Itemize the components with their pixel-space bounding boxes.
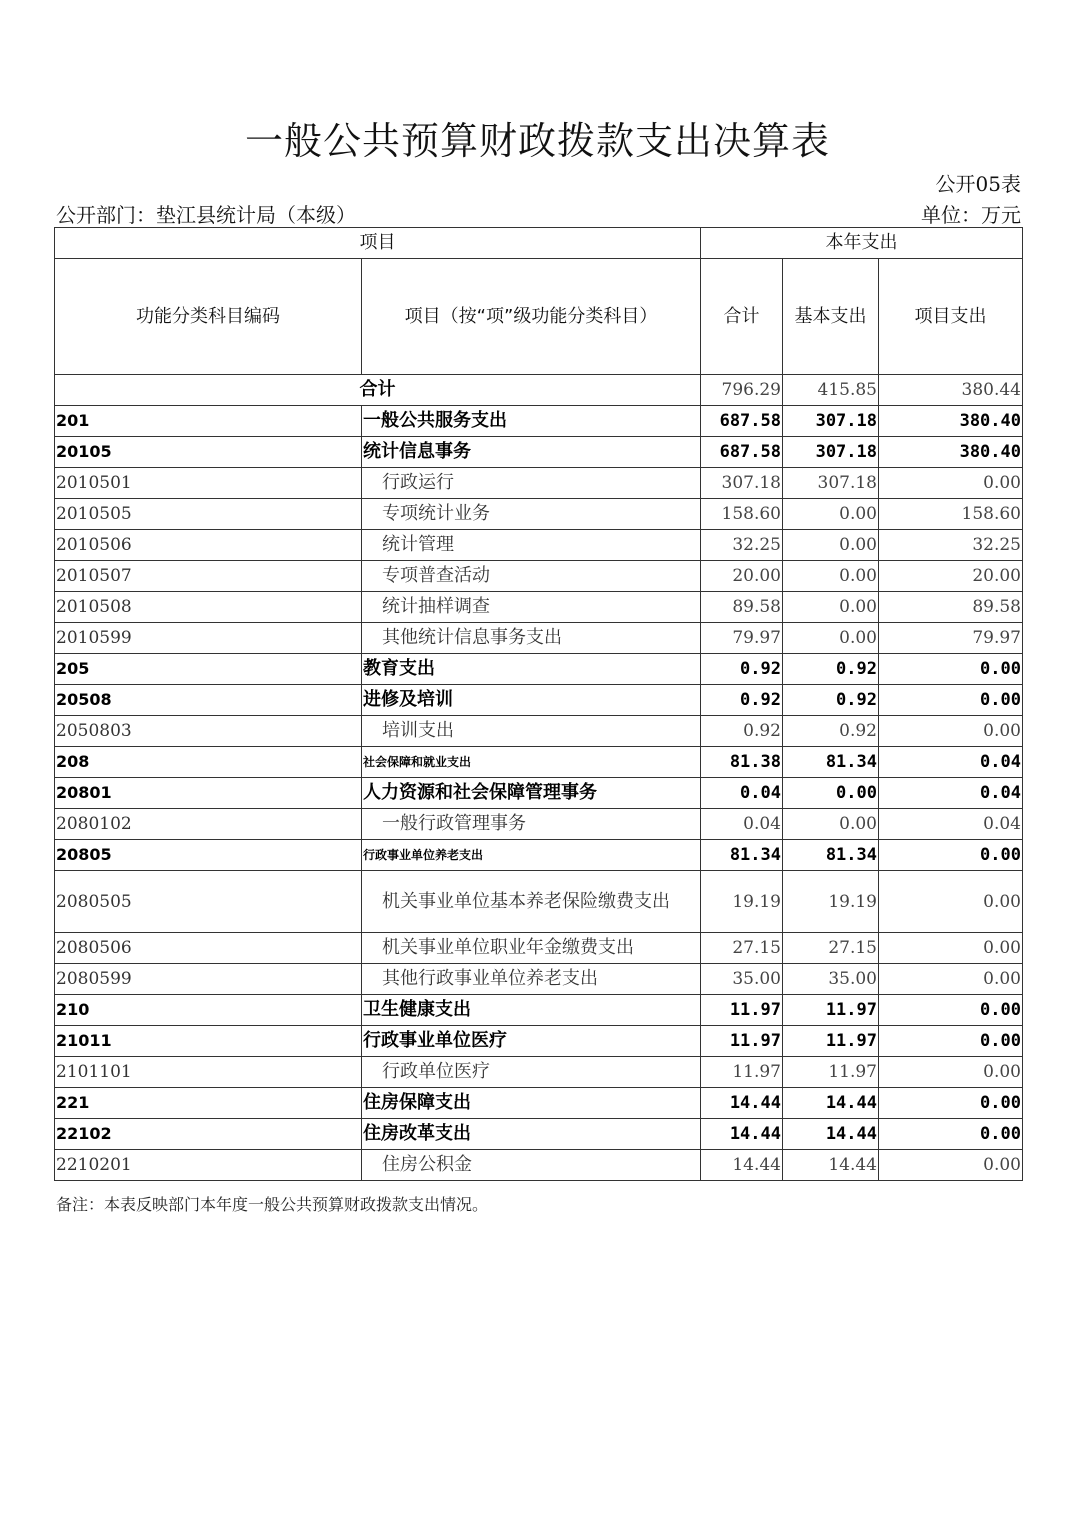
row-code: 2010501 <box>55 468 362 499</box>
page-title: 一般公共预算财政拨款支出决算表 <box>244 119 830 163</box>
row-program: 0.04 <box>879 747 1023 778</box>
row-code: 2080505 <box>55 871 362 933</box>
row-total: 158.60 <box>701 499 783 530</box>
row-program: 0.00 <box>879 871 1023 933</box>
row-total: 14.44 <box>701 1150 783 1181</box>
header-total: 合计 <box>701 259 783 375</box>
row-code: 2080599 <box>55 964 362 995</box>
row-total: 687.58 <box>701 406 783 437</box>
table-row <box>55 840 1023 871</box>
table-row <box>55 561 1023 592</box>
row-basic: 27.15 <box>783 933 879 964</box>
form-number: 公开05表 <box>935 172 1021 196</box>
row-code: 21011 <box>55 1026 362 1057</box>
row-total: 20.00 <box>701 561 783 592</box>
row-program: 0.00 <box>879 964 1023 995</box>
row-code: 2080102 <box>55 809 362 840</box>
header-code: 功能分类科目编码 <box>55 259 362 375</box>
table-row <box>55 871 1023 933</box>
row-name: 进修及培训 <box>362 685 701 716</box>
row-total: 14.44 <box>701 1119 783 1150</box>
total-basic: 415.85 <box>783 375 879 406</box>
row-name: 住房公积金 <box>362 1150 701 1181</box>
row-basic: 307.18 <box>783 437 879 468</box>
row-program: 0.00 <box>879 995 1023 1026</box>
row-total: 35.00 <box>701 964 783 995</box>
row-total: 0.04 <box>701 809 783 840</box>
row-basic: 14.44 <box>783 1119 879 1150</box>
row-name: 行政单位医疗 <box>362 1057 701 1088</box>
row-program: 0.00 <box>879 685 1023 716</box>
row-name: 统计抽样调查 <box>362 592 701 623</box>
row-basic: 0.00 <box>783 530 879 561</box>
row-program: 20.00 <box>879 561 1023 592</box>
row-program: 380.40 <box>879 437 1023 468</box>
header-program: 项目支出 <box>879 259 1023 375</box>
row-name: 机关事业单位基本养老保险缴费支出 <box>362 871 701 933</box>
table-row <box>55 1026 1023 1057</box>
row-total: 11.97 <box>701 995 783 1026</box>
total-label: 合计 <box>55 375 701 406</box>
row-program: 0.00 <box>879 1088 1023 1119</box>
row-code: 208 <box>55 747 362 778</box>
table-row <box>55 778 1023 809</box>
row-total: 0.04 <box>701 778 783 809</box>
table-row <box>55 1150 1023 1181</box>
row-basic: 0.00 <box>783 561 879 592</box>
row-code: 2050803 <box>55 716 362 747</box>
row-code: 20508 <box>55 685 362 716</box>
table-row <box>55 1088 1023 1119</box>
row-program: 0.00 <box>879 468 1023 499</box>
row-code: 2101101 <box>55 1057 362 1088</box>
table-row <box>55 1057 1023 1088</box>
row-basic: 81.34 <box>783 747 879 778</box>
row-name: 统计管理 <box>362 530 701 561</box>
row-name: 社会保障和就业支出 <box>362 747 701 778</box>
row-name: 机关事业单位职业年金缴费支出 <box>362 933 701 964</box>
row-name: 人力资源和社会保障管理事务 <box>362 778 701 809</box>
row-code: 2010599 <box>55 623 362 654</box>
row-name: 住房改革支出 <box>362 1119 701 1150</box>
row-program: 0.00 <box>879 1150 1023 1181</box>
row-code: 20801 <box>55 778 362 809</box>
row-name: 其他行政事业单位养老支出 <box>362 964 701 995</box>
row-total: 32.25 <box>701 530 783 561</box>
row-basic: 19.19 <box>783 871 879 933</box>
row-program: 0.04 <box>879 778 1023 809</box>
row-basic: 0.00 <box>783 592 879 623</box>
table-row <box>55 809 1023 840</box>
table-row <box>55 995 1023 1026</box>
row-basic: 0.00 <box>783 778 879 809</box>
table-row <box>55 716 1023 747</box>
footnote: 备注：本表反映部门本年度一般公共预算财政拨款支出情况。 <box>56 1195 489 1214</box>
table-row <box>55 623 1023 654</box>
row-total: 81.34 <box>701 840 783 871</box>
row-code: 2010508 <box>55 592 362 623</box>
row-name: 培训支出 <box>362 716 701 747</box>
total-row <box>55 375 1023 406</box>
row-basic: 11.97 <box>783 1026 879 1057</box>
row-total: 19.19 <box>701 871 783 933</box>
table-row <box>55 468 1023 499</box>
row-name: 专项普查活动 <box>362 561 701 592</box>
row-program: 0.00 <box>879 933 1023 964</box>
row-name: 一般公共服务支出 <box>362 406 701 437</box>
row-program: 0.00 <box>879 1026 1023 1057</box>
row-code: 22102 <box>55 1119 362 1150</box>
header-basic: 基本支出 <box>783 259 879 375</box>
row-basic: 0.00 <box>783 809 879 840</box>
table-row <box>55 437 1023 468</box>
table-row <box>55 933 1023 964</box>
row-code: 2080506 <box>55 933 362 964</box>
unit-label: 单位：万元 <box>921 203 1021 227</box>
row-total: 0.92 <box>701 716 783 747</box>
row-basic: 81.34 <box>783 840 879 871</box>
row-name: 行政事业单位医疗 <box>362 1026 701 1057</box>
table-row <box>55 747 1023 778</box>
total-program: 380.44 <box>879 375 1023 406</box>
row-basic: 14.44 <box>783 1088 879 1119</box>
row-name: 统计信息事务 <box>362 437 701 468</box>
row-basic: 0.00 <box>783 623 879 654</box>
table-row <box>55 592 1023 623</box>
row-name: 一般行政管理事务 <box>362 809 701 840</box>
row-code: 2010505 <box>55 499 362 530</box>
row-code: 201 <box>55 406 362 437</box>
row-code: 2010506 <box>55 530 362 561</box>
row-program: 0.00 <box>879 654 1023 685</box>
row-name: 行政运行 <box>362 468 701 499</box>
row-total: 14.44 <box>701 1088 783 1119</box>
department-label: 公开部门：垫江县统计局（本级） <box>56 203 356 227</box>
row-program: 89.58 <box>879 592 1023 623</box>
row-program: 0.00 <box>879 1057 1023 1088</box>
row-total: 11.97 <box>701 1057 783 1088</box>
row-basic: 0.92 <box>783 716 879 747</box>
row-basic: 35.00 <box>783 964 879 995</box>
row-program: 380.40 <box>879 406 1023 437</box>
table-row <box>55 406 1023 437</box>
row-name: 行政事业单位养老支出 <box>362 840 701 871</box>
row-basic: 307.18 <box>783 468 879 499</box>
row-basic: 11.97 <box>783 995 879 1026</box>
table-row <box>55 530 1023 561</box>
table-row <box>55 499 1023 530</box>
row-code: 2010507 <box>55 561 362 592</box>
row-total: 11.97 <box>701 1026 783 1057</box>
table-row <box>55 685 1023 716</box>
table-row <box>55 964 1023 995</box>
header-item: 项目（按“项”级功能分类科目） <box>362 259 701 375</box>
row-total: 81.38 <box>701 747 783 778</box>
row-basic: 11.97 <box>783 1057 879 1088</box>
table-row <box>55 654 1023 685</box>
header-project: 项目 <box>55 228 701 259</box>
row-code: 210 <box>55 995 362 1026</box>
row-code: 221 <box>55 1088 362 1119</box>
header-year-expense: 本年支出 <box>701 228 1023 259</box>
row-total: 89.58 <box>701 592 783 623</box>
row-basic: 0.00 <box>783 499 879 530</box>
row-program: 0.00 <box>879 840 1023 871</box>
row-basic: 14.44 <box>783 1150 879 1181</box>
row-program: 0.00 <box>879 716 1023 747</box>
row-program: 158.60 <box>879 499 1023 530</box>
table-row <box>55 1119 1023 1150</box>
row-total: 27.15 <box>701 933 783 964</box>
row-code: 2210201 <box>55 1150 362 1181</box>
row-code: 205 <box>55 654 362 685</box>
row-program: 79.97 <box>879 623 1023 654</box>
row-program: 0.00 <box>879 1119 1023 1150</box>
row-basic: 0.92 <box>783 654 879 685</box>
row-name: 教育支出 <box>362 654 701 685</box>
row-basic: 307.18 <box>783 406 879 437</box>
row-name: 其他统计信息事务支出 <box>362 623 701 654</box>
row-program: 0.04 <box>879 809 1023 840</box>
row-total: 0.92 <box>701 654 783 685</box>
row-basic: 0.92 <box>783 685 879 716</box>
row-name: 卫生健康支出 <box>362 995 701 1026</box>
row-total: 79.97 <box>701 623 783 654</box>
row-program: 32.25 <box>879 530 1023 561</box>
row-total: 307.18 <box>701 468 783 499</box>
row-code: 20805 <box>55 840 362 871</box>
row-code: 20105 <box>55 437 362 468</box>
row-total: 687.58 <box>701 437 783 468</box>
row-name: 住房保障支出 <box>362 1088 701 1119</box>
expenditure-table <box>54 227 1023 1181</box>
row-total: 0.92 <box>701 685 783 716</box>
total-sum: 796.29 <box>701 375 783 406</box>
row-name: 专项统计业务 <box>362 499 701 530</box>
